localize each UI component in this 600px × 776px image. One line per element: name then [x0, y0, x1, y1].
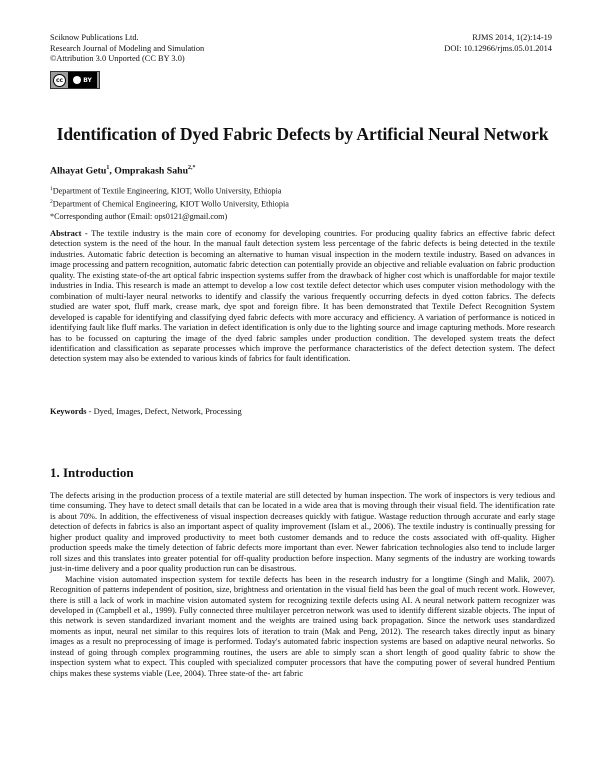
- section-heading: 1. Introduction: [50, 465, 134, 480]
- by-label: BY: [83, 76, 92, 84]
- license-text: ©Attribution 3.0 Unported (CC BY 3.0): [50, 54, 185, 64]
- attribution-icon: [68, 72, 97, 88]
- keywords: [50, 406, 242, 416]
- person-icon: [73, 76, 81, 84]
- affiliation: [50, 197, 289, 210]
- creative-commons-icon: cc: [53, 74, 66, 87]
- abstract: [50, 228, 555, 364]
- section-body: [50, 490, 555, 678]
- author-affiliation-mark: 1: [106, 165, 110, 171]
- keywords-label: Keywords: [50, 406, 87, 416]
- author-name: Alhayat Getu: [50, 165, 107, 177]
- author-affiliation-mark: 2,*: [188, 165, 196, 171]
- affiliation: [50, 184, 289, 197]
- abstract-label: Abstract -: [50, 228, 88, 238]
- author-list: [50, 165, 196, 176]
- abstract-text: The textile industry is the main core of economy for developing countries. For producing quality fabrics an effective fabric defect detection system is the need of the hour. In the manual fault detection system less percentage of the fabric defects is being detected in the textile industries. Automatic fabric detection is becoming an alternative to human visual inspection in the modern textile industry. Based on advances in image processing and pattern recognition, automatic fabric detection can potentially provide an objective and reliable evaluation on fabric production quality. The existing state-of-the art optical fabric inspection systems suffer from the drawback of higher cost which is unaffordable for major textile industries in India. This research is made an attempt to develop a low cost textile defect detector which uses computer vision methodology with the combination of multi-layer neural networks to identify and classify the various frequently occurring defects in dyed cotton fabrics. The defects studied are water spot, fluff mark, crease mark, dye spot and foreign fibre. It has been demonstrated that Textile Defect Recognition System developed is capable for identifying and classifying dyed fabric defects with more accuracy and efficiency. A variation of performance is noticed in identifying fault like fluff marks. The variation in defect identification is only due to the lighting source and image capturing methods. More research has to be focussed on capturing the image of the dyed fabric samples under production condition. The developed system treats the defect identification and classification as separate processes which improve the performance characteristics of the defect detection system. The defect detection system may also be extended to various kinds of fabrics for fault identification.: [50, 228, 555, 364]
- affiliation-mark: 2: [50, 198, 53, 205]
- author-name: Omprakash Sahu: [114, 165, 189, 177]
- body-paragraph: Machine vision automated inspection system for textile defects has been in the research industry for a longtime (Singh and Malik, 2007). Recognition of patterns independent of position, size, brightness and orientation in the visual field has been the goal of much recent work. However, there is still a lack of work in machine vision automated system for recognizing textile defects using AI. A neural network pattern recognizer was developed in (Campbell et al., 1999). Fully connected three multilayer percetron network was used to identify different sizable objects. The input of this network is seven standardized invariant moment and the weights are trained using back propagation. Since the network uses standardized moments as input, neural net similar to this requires lots of iteration to train (Mak and Peng, 2012). The research takes directly input as binary images as a result no preprocessing of image is performed. Today's automated fabric inspection systems are based on adaptive neural networks. So instead of going through complex programming routines, the users are able to simply scan a short length of good quality fabric to show the inspection system what to expect. This coupled with specialized computer processors that have the computing power of several hundred Pentium chips makes these systems viable (Lee, 2004). Three state-of the- art fabric: [50, 573, 555, 678]
- journal-name: Research Journal of Modeling and Simulation: [50, 43, 205, 53]
- cc-by-license-badge[interactable]: [50, 71, 100, 89]
- corresponding-author: *Corresponding author (Email: ops0121@gmail.com): [50, 212, 228, 221]
- paper-title: Identification of Dyed Fabric Defects by Artificial Neural Network: [56, 124, 549, 144]
- header-left: [50, 33, 204, 65]
- citation: RJMS 2014, 1(2):14-19: [472, 33, 552, 42]
- publisher: Sciknow Publications Ltd.: [50, 33, 139, 42]
- body-paragraph: The defects arising in the production process of a textile material are still detected by human inspection. The work of inspectors is very tedious and time consuming. They have to detect small details that can be located in a wide area that is moving through their visual field. The identification rate is about 70%. In addition, the effectiveness of visual inspection decreases quickly with fatigue. Wastage reduction through accurate and early stage detection of defects in fabrics is also an important aspect of quality improvement (Islam et al., 2006). The textile industry is continually pressing for higher product quality and improved productivity to meet both customer demands and to reduce the costs associated with off-quality. Higher production speeds make the timely detection of fabric defects more important than ever. Newer fabrication technologies also tend to include larger roll sizes and this translates into greater potential for off-quality production before inspection. Many segments of the industry are working towards just-in-time delivery and a poor quality production run can be disastrous.: [50, 490, 555, 574]
- author-separator: ,: [109, 165, 115, 177]
- header-right: [444, 33, 552, 54]
- affiliation-text: Department of Chemical Engineering, KIOT Wollo University, Ethiopia: [52, 199, 289, 209]
- doi: DOI: 10.12966/rjms.05.01.2014: [444, 43, 552, 53]
- keywords-text: - Dyed, Images, Defect, Network, Processing: [86, 406, 242, 416]
- affiliations: [50, 184, 289, 209]
- affiliation-text: Department of Textile Engineering, KIOT, Wollo University, Ethiopia: [52, 186, 282, 196]
- affiliation-mark: 1: [50, 186, 53, 192]
